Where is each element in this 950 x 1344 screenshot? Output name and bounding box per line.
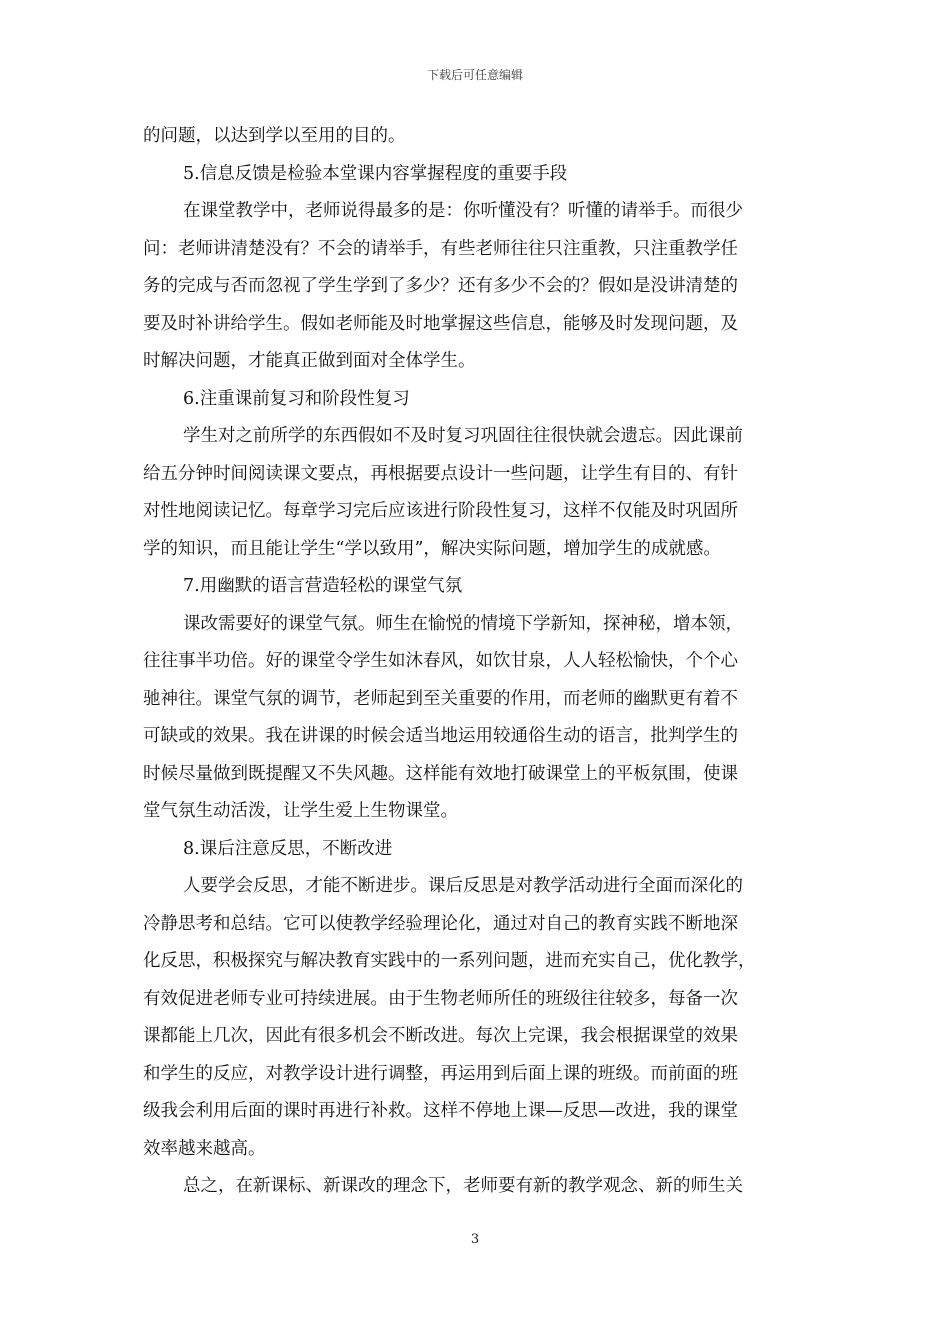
paragraph-line: 问：老师讲清楚没有？不会的请举手，有些老师往往只注重教，只注重教学任 — [143, 238, 738, 259]
paragraph-line: 人要学会反思，才能不断进步。课后反思是对教学活动进行全面而深化的 — [183, 876, 743, 896]
paragraph-line: 学生对之前所学的东西假如不及时复习巩固往往很快就会遗忘。因此课前 — [183, 426, 743, 446]
section-heading: 8.课后注意反思，不断改进 — [183, 838, 393, 859]
paragraph-line: 要及时补讲给学生。假如老师能及时地掌握这些信息，能够及时发现问题，及 — [143, 313, 738, 334]
paragraph-line: 课改需要好的课堂气氛。师生在愉悦的情境下学新知，探神秘，增本领， — [183, 613, 743, 634]
paragraph-line: 在课堂教学中，老师说得最多的是：你听懂没有？听懂的请举手。而很少 — [183, 201, 743, 221]
paragraph-line: 课都能上几次，因此有很多机会不断改进。每次上完课，我会根据课堂的效果 — [143, 1026, 738, 1046]
paragraph-line: 驰神往。课堂气氛的调节，老师起到至关重要的作用，而老师的幽默更有着不 — [143, 688, 738, 709]
paragraph-line: 学的知识，而且能让学生“学以致用”，解决实际问题，增加学生的成就感。 — [143, 538, 721, 559]
paragraph-line: 效率越来越高。 — [143, 1138, 266, 1159]
paragraph-line: 务的完成与否而忽视了学生学到了多少？还有多少不会的？假如是没讲清楚的 — [143, 276, 738, 296]
paragraph-line: 往往事半功倍。好的课堂令学生如沐春风，如饮甘泉，人人轻松愉快，个个心 — [143, 651, 738, 671]
paragraph-line: 化反思，积极探究与解决教育实践中的一系列问题，进而充实自己，优化教学， — [143, 951, 756, 971]
paragraph-line: 时候尽量做到既提醒又不失风趣。这样能有效地打破课堂上的平板氛围，使课 — [143, 763, 738, 784]
page-number: 3 — [470, 1232, 480, 1247]
paragraph-line: 的问题，以达到学以至用的目的。 — [143, 126, 406, 146]
paragraph-line: 冷静思考和总结。它可以使教学经验理论化，通过对自己的教育实践不断地深 — [143, 913, 738, 934]
page-header: 下载后可任意编辑 — [426, 68, 523, 82]
paragraph-line: 时解决问题，才能真正做到面对全体学生。 — [143, 351, 476, 371]
paragraph-line: 可缺或的效果。我在讲课的时候会适当地运用较通俗生动的语言，批判学生的 — [143, 726, 738, 746]
paragraph-line: 堂气氛生动活泼，让学生爱上生物课堂。 — [143, 801, 458, 821]
paragraph-line: 和学生的反应，对教学设计进行调整，再运用到后面上课的班级。而前面的班 — [143, 1063, 738, 1084]
section-heading: 6.注重课前复习和阶段性复习 — [183, 388, 410, 409]
paragraph-line: 对性地阅读记忆。每章学习完后应该进行阶段性复习，这样不仅能及时巩固所 — [143, 501, 738, 521]
section-heading: 7.用幽默的语言营造轻松的课堂气氛 — [183, 576, 463, 596]
section-heading: 5.信息反馈是检验本堂课内容掌握程度的重要手段 — [183, 163, 568, 184]
paragraph-line: 给五分钟时间阅读课文要点，再根据要点设计一些问题，让学生有目的、有针 — [143, 463, 738, 484]
paragraph-line: 总之，在新课标、新课改的理念下，老师要有新的教学观念、新的师生关 — [183, 1176, 743, 1196]
paragraph-line: 级我会利用后面的课时再进行补救。这样不停地上课—反思—改进，我的课堂 — [143, 1101, 738, 1121]
paragraph-line: 有效促进老师专业可持续进展。由于生物老师所任的班级往往较多，每备一次 — [143, 988, 738, 1009]
document-body — [143, 118, 809, 1206]
